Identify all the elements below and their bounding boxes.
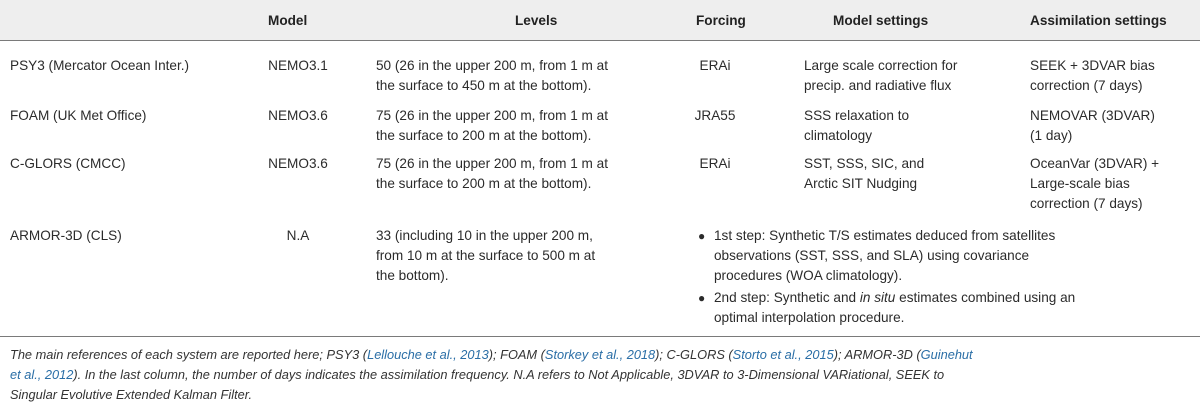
- ref-lellouche-link[interactable]: Lellouche et al., 2013: [367, 347, 489, 362]
- row-1-assimilation-line-1: SEEK + 3DVAR bias: [1030, 58, 1155, 73]
- row-3-assimilation-line-1: OceanVar (3DVAR) +: [1030, 156, 1160, 171]
- step-2-item: [694, 288, 1164, 328]
- footnote-text: ); ARMOR-3D (: [833, 347, 921, 362]
- row-4-levels-line-2: from 10 m at the surface to 500 m at: [376, 248, 596, 263]
- row-4-model: N.A: [286, 228, 310, 243]
- row-2-assimilation-line-1: NEMOVAR (3DVAR): [1030, 108, 1155, 123]
- row-4-levels-line-3: the bottom).: [376, 268, 449, 283]
- table-bottom-rule: [0, 336, 1200, 337]
- row-3-levels: [376, 154, 608, 194]
- header-model: Model: [268, 13, 308, 28]
- row-1-assimilation-line-2: correction (7 days): [1030, 78, 1143, 93]
- footnote-text: Singular Evolutive Extended Kalman Filter.: [10, 387, 253, 402]
- table-footnote: [10, 345, 1190, 405]
- row-1-model-settings-line-2: precip. and radiative flux: [804, 78, 952, 93]
- row-3-assimilation: [1030, 154, 1159, 214]
- step-1-item: [694, 226, 1164, 286]
- row-1-model-settings-line-1: Large scale correction for: [804, 58, 958, 73]
- row-1-assimilation: [1030, 56, 1155, 96]
- row-2-model: NEMO3.6: [268, 108, 328, 123]
- ref-storkey-link[interactable]: Storkey et al., 2018: [544, 347, 656, 362]
- header-assimilation-settings: Assimilation settings: [1030, 13, 1167, 28]
- step-2-text-post: estimates combined using an: [895, 290, 1076, 305]
- step-2-text-pre: 2nd step: Synthetic and: [714, 290, 860, 305]
- footnote-text: ); FOAM (: [488, 347, 545, 362]
- ref-guinehut-link[interactable]: Guinehut: [920, 347, 973, 362]
- row-3-model: NEMO3.6: [268, 156, 328, 171]
- row-2-assimilation-line-2: (1 day): [1030, 128, 1073, 143]
- row-4-system: ARMOR-3D (CLS): [10, 228, 122, 243]
- row-2-levels-line-2: the surface to 200 m at the bottom).: [376, 128, 592, 143]
- row-4-levels-line-1: 33 (including 10 in the upper 200 m,: [376, 228, 593, 243]
- row-2-system: FOAM (UK Met Office): [10, 108, 147, 123]
- row-3-system: C-GLORS (CMCC): [10, 156, 126, 171]
- ref-storto-link[interactable]: Storto et al., 2015: [732, 347, 834, 362]
- row-1-levels-line-1: 50 (26 in the upper 200 m, from 1 m at: [376, 58, 608, 73]
- row-2-levels-line-1: 75 (26 in the upper 200 m, from 1 m at: [376, 108, 608, 123]
- header-levels: Levels: [515, 13, 558, 28]
- row-2-model-settings: [804, 106, 909, 146]
- header-rule: [0, 40, 1200, 41]
- row-4-merged-steps: [694, 226, 1164, 330]
- row-1-system: PSY3 (Mercator Ocean Inter.): [10, 58, 190, 73]
- row-4-levels: [376, 226, 595, 286]
- row-1-forcing: ERAi: [699, 58, 731, 73]
- row-1-model: NEMO3.1: [268, 58, 328, 73]
- row-3-levels-line-2: the surface to 200 m at the bottom).: [376, 176, 592, 191]
- row-3-model-settings-line-2: Arctic SIT Nudging: [804, 176, 918, 191]
- row-1-levels: [376, 56, 608, 96]
- step-1-line-2: observations (SST, SSS, and SLA) using covariance: [714, 248, 1030, 263]
- step-1-line-3: procedures (WOA climatology).: [714, 268, 903, 283]
- header-forcing: Forcing: [696, 13, 746, 28]
- table-header-row: [0, 0, 1200, 40]
- row-2-assimilation: [1030, 106, 1155, 146]
- row-2-forcing: JRA55: [694, 108, 736, 123]
- footnote-text: ). In the last column, the number of days indicates the assimilation frequency. N.A refers to Not Applicable, 3DVAR to 3-Dimensional VARiational, SEEK to: [73, 367, 945, 382]
- step-2-text-emphasis: in situ: [859, 290, 896, 305]
- header-model-settings: Model settings: [833, 13, 929, 28]
- steps-list: [694, 226, 1164, 328]
- row-1-model-settings: [804, 56, 957, 96]
- row-3-model-settings-line-1: SST, SSS, SIC, and: [804, 156, 925, 171]
- footnote-text: ); C-GLORS (: [655, 347, 733, 362]
- row-1-levels-line-2: the surface to 450 m at the bottom).: [376, 78, 592, 93]
- bullet-icon: ●: [698, 229, 706, 243]
- row-2-levels: [376, 106, 608, 146]
- row-3-forcing: ERAi: [699, 156, 731, 171]
- ref-guinehut-link-cont[interactable]: et al., 2012: [10, 367, 74, 382]
- row-3-assimilation-line-2: Large-scale bias: [1030, 176, 1130, 191]
- bullet-icon: ●: [698, 291, 706, 305]
- row-2-model-settings-line-1: SSS relaxation to: [804, 108, 910, 123]
- row-2-model-settings-line-2: climatology: [804, 128, 872, 143]
- footnote-text: The main references of each system are reported here; PSY3 (: [10, 347, 368, 362]
- row-3-model-settings: [804, 154, 924, 194]
- step-2-line-2: optimal interpolation procedure.: [714, 310, 905, 325]
- row-3-assimilation-line-3: correction (7 days): [1030, 196, 1143, 211]
- row-3-levels-line-1: 75 (26 in the upper 200 m, from 1 m at: [376, 156, 608, 171]
- step-1-line-1: 1st step: Synthetic T/S estimates deduced from satellites: [714, 228, 1056, 243]
- step-2-line-1: [714, 288, 1164, 308]
